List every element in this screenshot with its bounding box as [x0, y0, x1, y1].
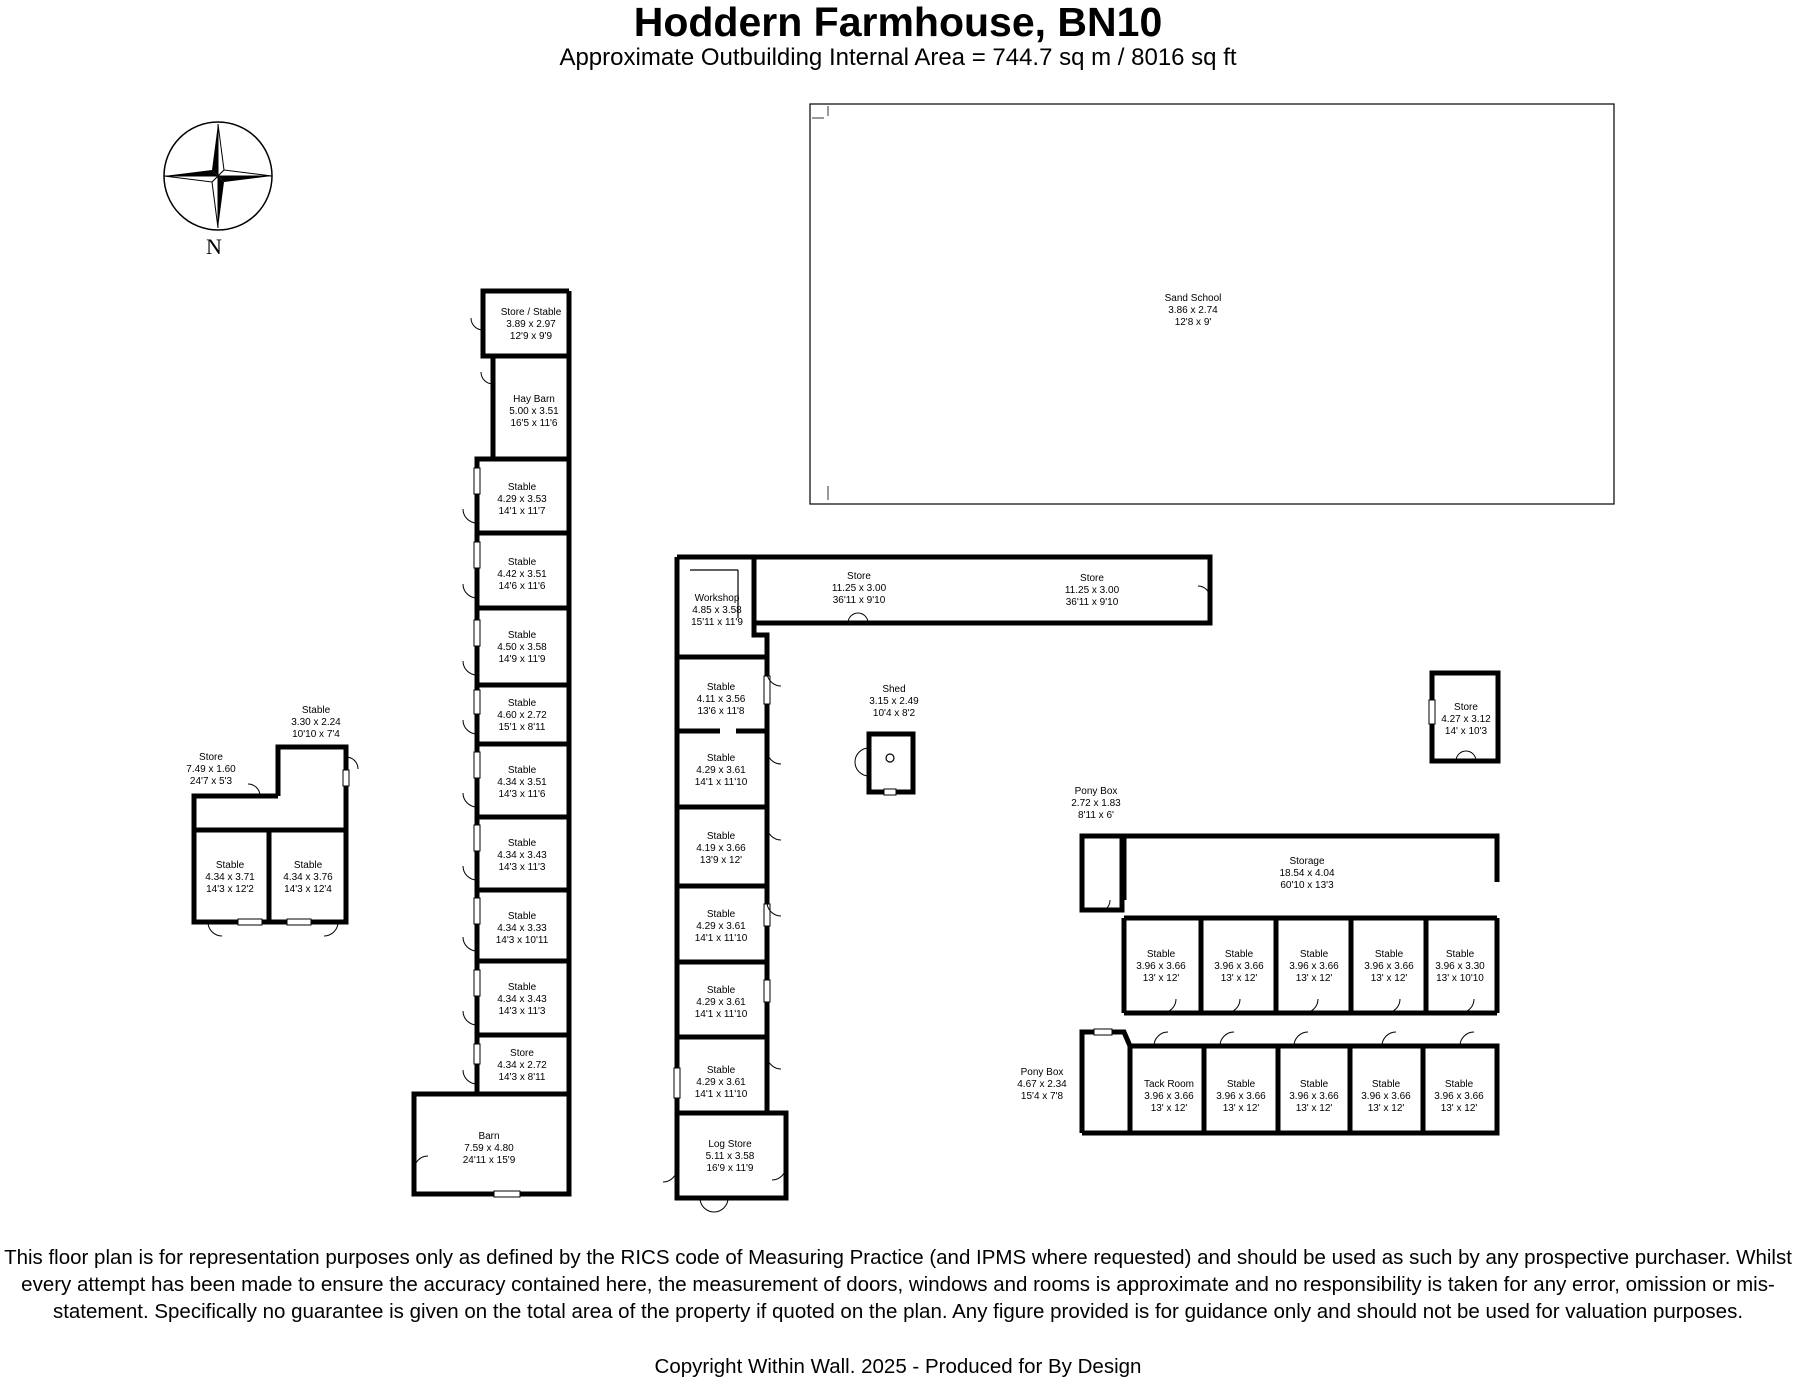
svg-text:Barn: Barn [478, 1131, 500, 1142]
label-col2-stable-6 [695, 1065, 748, 1100]
svg-text:Stable: Stable [507, 557, 537, 568]
svg-text:4.29 x 3.61: 4.29 x 3.61 [696, 997, 746, 1008]
label-shed [869, 684, 919, 719]
svg-text:14'9 x 11'9: 14'9 x 11'9 [498, 654, 546, 665]
svg-text:3.15 x 2.49: 3.15 x 2.49 [869, 696, 919, 707]
svg-text:3.89 x 2.97: 3.89 x 2.97 [506, 319, 556, 330]
svg-text:15'1 x 8'11: 15'1 x 8'11 [498, 722, 546, 733]
room-metric: 3.86 x 2.74 [1168, 305, 1218, 316]
svg-text:Workshop: Workshop [694, 593, 740, 604]
svg-text:5.11 x 3.58: 5.11 x 3.58 [705, 1151, 755, 1162]
svg-text:12'9 x 9'9: 12'9 x 9'9 [509, 331, 553, 342]
plan-subtitle: Approximate Outbuilding Internal Area = 744.7 sq m / 8016 sq ft [559, 44, 1237, 71]
disclaimer-text: This floor plan is for representation purposes only as defined by the RICS code of Measuring Practice (and IPMS where requested) and should be used as such by any prospective purchaser. Whilst every attempt has been made to ensure the accuracy contained here, the measurement of doors, windows and rooms is approximate and no responsibility is taken for any error, omission or mis-statement. Specifically no guarantee is given on the total area of the property if quoted on the plan. Any figure provided is for guidance only and should not be used for valuation purposes. [4, 1246, 1792, 1323]
label-col2-stable-1 [697, 682, 746, 717]
svg-text:7.59 x 4.80: 7.59 x 4.80 [464, 1143, 514, 1154]
label-store-stable-top [501, 307, 562, 342]
svg-text:14'1 x 11'10: 14'1 x 11'10 [694, 1089, 748, 1100]
svg-text:13' x 12': 13' x 12' [1142, 973, 1180, 984]
svg-text:Storage: Storage [1289, 856, 1325, 867]
svg-text:3.96 x 3.66: 3.96 x 3.66 [1214, 961, 1264, 972]
svg-text:4.29 x 3.61: 4.29 x 3.61 [696, 1077, 746, 1088]
label-row1-stable-1 [1136, 949, 1186, 984]
svg-text:Store: Store [1080, 573, 1104, 584]
svg-text:4.34 x 3.43: 4.34 x 3.43 [497, 994, 547, 1005]
svg-text:Store / Stable: Store / Stable [500, 307, 562, 318]
svg-text:11.25 x 3.00: 11.25 x 3.00 [1064, 585, 1120, 596]
svg-text:14'6 x 11'6: 14'6 x 11'6 [498, 581, 546, 592]
svg-text:14'3 x 8'11: 14'3 x 8'11 [498, 1072, 546, 1083]
label-col1-stable-1 [497, 482, 547, 517]
svg-text:3.96 x 3.66: 3.96 x 3.66 [1136, 961, 1186, 972]
room-name: Sand School [1164, 293, 1222, 304]
label-col1-stable-7 [496, 911, 549, 946]
svg-text:Store: Store [1454, 702, 1478, 713]
svg-text:10'10 x 7'4: 10'10 x 7'4 [292, 729, 340, 740]
label-col1-stable-3 [497, 630, 547, 665]
svg-text:Pony Box: Pony Box [1074, 786, 1118, 797]
svg-text:11.25 x 3.00: 11.25 x 3.00 [831, 583, 887, 594]
svg-text:7.49 x 1.60: 7.49 x 1.60 [186, 764, 236, 775]
label-col2-stable-2 [695, 753, 748, 788]
label-col1-stable-6 [497, 838, 547, 873]
svg-text:Stable: Stable [706, 909, 736, 920]
label-col2-stable-5 [695, 985, 748, 1020]
svg-text:Stable: Stable [1146, 949, 1176, 960]
svg-text:4.34 x 3.71: 4.34 x 3.71 [205, 872, 255, 883]
svg-text:Stable: Stable [1299, 949, 1329, 960]
svg-text:8'11 x 6': 8'11 x 6' [1078, 810, 1114, 821]
svg-text:3.96 x 3.66: 3.96 x 3.66 [1434, 1091, 1484, 1102]
svg-text:4.34 x 3.33: 4.34 x 3.33 [497, 923, 547, 934]
svg-text:14'1 x 11'7: 14'1 x 11'7 [498, 506, 546, 517]
svg-text:Stable: Stable [1224, 949, 1254, 960]
svg-text:Stable: Stable [507, 838, 537, 849]
label-row2-stable-3 [1361, 1079, 1411, 1114]
svg-text:13' x 12': 13' x 12' [1295, 973, 1333, 984]
svg-text:Stable: Stable [1299, 1079, 1329, 1090]
svg-text:13' x 12': 13' x 12' [1370, 973, 1408, 984]
svg-text:Store: Store [510, 1048, 534, 1059]
svg-text:15'4 x 7'8: 15'4 x 7'8 [1020, 1091, 1064, 1102]
svg-text:4.34 x 3.76: 4.34 x 3.76 [283, 872, 333, 883]
svg-text:Stable: Stable [507, 482, 537, 493]
svg-text:14' x 10'3: 14' x 10'3 [1444, 726, 1488, 737]
copyright-text: Copyright Within Wall. 2025 - Produced for By Design [654, 1355, 1142, 1378]
label-col1-stable-2 [497, 557, 547, 592]
svg-text:Stable: Stable [507, 982, 537, 993]
svg-text:16'9 x 11'9: 16'9 x 11'9 [706, 1163, 754, 1174]
svg-text:3.96 x 3.66: 3.96 x 3.66 [1289, 1091, 1339, 1102]
label-left-store [186, 752, 236, 787]
svg-text:13' x 12': 13' x 12' [1222, 1103, 1260, 1114]
svg-text:Tack Room: Tack Room [1143, 1079, 1195, 1090]
svg-text:14'1 x 11'10: 14'1 x 11'10 [694, 933, 748, 944]
svg-text:Stable: Stable [507, 698, 537, 709]
svg-text:13' x 12': 13' x 12' [1295, 1103, 1333, 1114]
label-barn [463, 1131, 516, 1166]
svg-text:18.54 x 4.04: 18.54 x 4.04 [1279, 868, 1335, 879]
compass-rose-icon [164, 122, 272, 259]
label-col2-stable-4 [695, 909, 748, 944]
svg-text:3.96 x 3.66: 3.96 x 3.66 [1216, 1091, 1266, 1102]
label-long-store-a [832, 571, 887, 606]
label-left-stable-a [205, 860, 255, 895]
svg-text:Stable: Stable [507, 765, 537, 776]
svg-text:4.27 x 3.12: 4.27 x 3.12 [1441, 714, 1491, 725]
label-row1-stable-2 [1214, 949, 1264, 984]
svg-text:Stable: Stable [1226, 1079, 1256, 1090]
label-row1-stable-4 [1364, 949, 1414, 984]
svg-text:4.67 x 2.34: 4.67 x 2.34 [1017, 1079, 1067, 1090]
svg-text:Hay Barn: Hay Barn [513, 394, 555, 405]
label-col1-store [497, 1048, 547, 1083]
svg-text:13' x 10'10: 13' x 10'10 [1436, 973, 1484, 984]
building-shed [855, 734, 913, 795]
svg-text:13' x 12': 13' x 12' [1367, 1103, 1405, 1114]
svg-text:10'4 x 8'2: 10'4 x 8'2 [872, 708, 916, 719]
svg-text:4.34 x 2.72: 4.34 x 2.72 [497, 1060, 547, 1071]
label-storage [1279, 856, 1334, 891]
svg-text:4.85 x 3.58: 4.85 x 3.58 [692, 605, 742, 616]
svg-text:3.96 x 3.66: 3.96 x 3.66 [1364, 961, 1414, 972]
label-tack-room [1144, 1079, 1194, 1114]
svg-text:13'6 x 11'8: 13'6 x 11'8 [697, 706, 745, 717]
svg-text:4.19 x 3.66: 4.19 x 3.66 [696, 843, 746, 854]
svg-text:Stable: Stable [1444, 1079, 1474, 1090]
room-imperial: 12'8 x 9' [1174, 317, 1212, 328]
plan-title: Hoddern Farmhouse, BN10 [633, 0, 1163, 45]
label-hay-barn [509, 394, 559, 429]
label-row1-stable-5 [1435, 949, 1485, 984]
svg-text:13'9 x 12': 13'9 x 12' [699, 855, 743, 866]
label-col1-stable-5 [497, 765, 547, 800]
svg-text:Store: Store [847, 571, 871, 582]
label-row2-stable-2 [1289, 1079, 1339, 1114]
label-left-stable-top [291, 705, 341, 740]
svg-text:Stable: Stable [507, 630, 537, 641]
svg-text:4.50 x 3.58: 4.50 x 3.58 [497, 642, 547, 653]
svg-text:Log Store: Log Store [708, 1139, 752, 1150]
svg-text:4.11 x 3.56: 4.11 x 3.56 [696, 694, 746, 705]
svg-text:15'11 x 11'9: 15'11 x 11'9 [691, 617, 743, 628]
svg-text:Stable: Stable [706, 753, 736, 764]
label-workshop [691, 593, 743, 628]
svg-text:Stable: Stable [706, 985, 736, 996]
svg-text:Store: Store [199, 752, 223, 763]
svg-text:3.96 x 3.30: 3.96 x 3.30 [1435, 961, 1485, 972]
svg-text:4.29 x 3.61: 4.29 x 3.61 [696, 765, 746, 776]
svg-text:14'3 x 11'6: 14'3 x 11'6 [498, 789, 546, 800]
svg-text:4.34 x 3.43: 4.34 x 3.43 [497, 850, 547, 861]
label-long-store-b [1065, 573, 1120, 608]
svg-text:14'1 x 11'10: 14'1 x 11'10 [694, 777, 748, 788]
svg-text:14'3 x 11'3: 14'3 x 11'3 [498, 1006, 546, 1017]
svg-text:Stable: Stable [293, 860, 323, 871]
svg-text:Stable: Stable [1374, 949, 1404, 960]
svg-text:Stable: Stable [1445, 949, 1475, 960]
svg-text:Stable: Stable [301, 705, 331, 716]
room-sand-school [810, 104, 1614, 504]
label-left-stable-b [283, 860, 333, 895]
svg-text:4.34 x 3.51: 4.34 x 3.51 [497, 777, 547, 788]
svg-text:Stable: Stable [507, 911, 537, 922]
label-pony-box-top [1071, 786, 1121, 821]
label-right-store [1441, 702, 1491, 737]
svg-text:14'3 x 10'11: 14'3 x 10'11 [495, 935, 549, 946]
svg-text:2.72 x 1.83: 2.72 x 1.83 [1071, 798, 1121, 809]
svg-text:36'11 x 9'10: 36'11 x 9'10 [1065, 597, 1119, 608]
label-row2-stable-1 [1216, 1079, 1266, 1114]
label-col1-stable-4 [497, 698, 547, 733]
svg-text:5.00 x 3.51: 5.00 x 3.51 [509, 406, 559, 417]
svg-text:4.60 x 2.72: 4.60 x 2.72 [497, 710, 547, 721]
svg-text:Shed: Shed [882, 684, 906, 695]
svg-text:13' x 12': 13' x 12' [1220, 973, 1258, 984]
svg-text:3.30 x 2.24: 3.30 x 2.24 [291, 717, 341, 728]
svg-text:13' x 12': 13' x 12' [1440, 1103, 1478, 1114]
svg-text:4.42 x 3.51: 4.42 x 3.51 [497, 569, 547, 580]
svg-text:60'10 x 13'3: 60'10 x 13'3 [1280, 880, 1334, 891]
svg-text:36'11 x 9'10: 36'11 x 9'10 [832, 595, 886, 606]
label-pony-box-bottom [1017, 1067, 1067, 1102]
svg-text:13' x 12': 13' x 12' [1150, 1103, 1188, 1114]
label-log-store [706, 1139, 755, 1174]
svg-text:24'7 x 5'3: 24'7 x 5'3 [189, 776, 233, 787]
compass-north-label: N [206, 234, 222, 259]
svg-text:Stable: Stable [1371, 1079, 1401, 1090]
svg-text:14'3 x 12'2: 14'3 x 12'2 [206, 884, 254, 895]
svg-text:16'5 x 11'6: 16'5 x 11'6 [510, 418, 558, 429]
label-col1-stable-8 [497, 982, 547, 1017]
label-row2-stable-4 [1434, 1079, 1484, 1114]
svg-text:Pony Box: Pony Box [1020, 1067, 1064, 1078]
svg-text:14'1 x 11'10: 14'1 x 11'10 [694, 1009, 748, 1020]
svg-text:24'11 x 15'9: 24'11 x 15'9 [462, 1155, 516, 1166]
svg-text:Stable: Stable [215, 860, 245, 871]
svg-text:Stable: Stable [706, 831, 736, 842]
label-col2-stable-3 [696, 831, 746, 866]
svg-text:3.96 x 3.66: 3.96 x 3.66 [1361, 1091, 1411, 1102]
svg-text:14'3 x 12'4: 14'3 x 12'4 [284, 884, 332, 895]
svg-text:Stable: Stable [706, 1065, 736, 1076]
svg-text:3.96 x 3.66: 3.96 x 3.66 [1144, 1091, 1194, 1102]
label-row1-stable-3 [1289, 949, 1339, 984]
svg-text:4.29 x 3.53: 4.29 x 3.53 [497, 494, 547, 505]
svg-text:3.96 x 3.66: 3.96 x 3.66 [1289, 961, 1339, 972]
svg-text:4.29 x 3.61: 4.29 x 3.61 [696, 921, 746, 932]
svg-text:Stable: Stable [706, 682, 736, 693]
svg-text:14'3 x 11'3: 14'3 x 11'3 [498, 862, 546, 873]
